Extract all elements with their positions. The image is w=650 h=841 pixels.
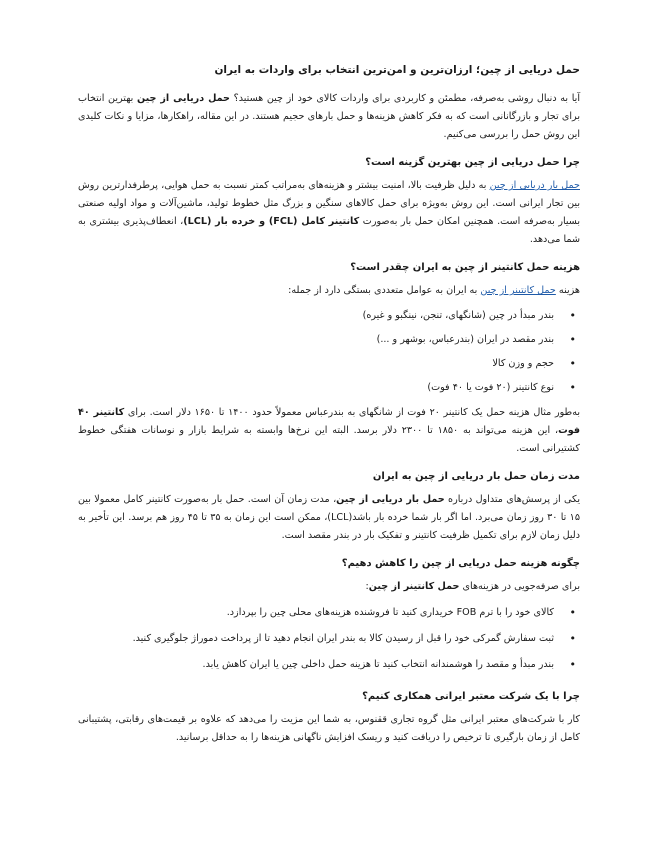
reduce-cost-tips-list <box>78 600 580 678</box>
why-sea-text-2: ، انعطاف‌پذیری بیشتری به شما می‌دهد. <box>78 216 580 245</box>
list-item: • بندر مبدأ در چین (شانگهای، تنجن، نینگبو و غیره) <box>78 304 554 328</box>
fcl-lcl-bold: کانتینر کامل (FCL) و خرده بار (LCL) <box>183 216 360 227</box>
cost-example-text-2: ، این هزینه می‌تواند به ۱۸۵۰ تا ۲۳۰۰ دلار برسد. البته این نرخ‌ها وابسته به شرایط بازار و نوسانات هفتگی خطوط کشتیرانی است. <box>78 425 580 454</box>
intro-text-2: بهترین انتخاب برای تجار و بازرگانانی است که به فکر کاهش هزینه‌ها و حمل بارهای حجیم هستند. در این مقاله، راهکارها، مزایا و نکات کلیدی این روش حمل را بررسی می‌کنیم. <box>78 93 580 140</box>
duration-text-1: یکی از پرسش‌های متداول درباره <box>444 494 581 505</box>
container-shipping-link[interactable]: حمل کانتینر از چین <box>480 285 556 296</box>
article <box>78 64 580 747</box>
sea-freight-link[interactable]: حمل بار دریایی از چین <box>489 180 580 191</box>
list-item: • بندر مقصد در ایران (بندرعباس، بوشهر و ...) <box>78 328 554 352</box>
why-sea-paragraph <box>78 177 580 249</box>
section-heading-why-partner: چرا با یک شرکت معتبر ایرانی همکاری کنیم؟ <box>362 691 580 702</box>
list-item: • حجم و وزن کالا <box>78 352 554 376</box>
cost-factors-list <box>78 304 580 400</box>
section-heading-cost: هزینه حمل کانتینر از چین به ایران چقدر است؟ <box>350 262 580 273</box>
why-sea-text-1: به دلیل ظرفیت بالا، امنیت بیشتر و هزینه‌های به‌مراتب کمتر نسبت به حمل هوایی، پرطرفدارترین روش بین تجار ایرانی است. این روش به‌ویژه برای حمل کالاهای سنگین و بزرگ مثل خطوط تولید، ماشین‌آلات و مواد اولیه صنعتی بسیار به‌صرفه است. همچنین امکان حمل بار به‌صورت <box>78 180 581 227</box>
reduce-cost-bold-keyword: حمل کانتینر از چین <box>368 581 460 592</box>
duration-bold-keyword: حمل بار دریایی از چین <box>336 494 445 505</box>
cost-text-1: هزینه <box>555 285 580 296</box>
container-40ft-bold: کانتینر ۴۰ فوت <box>78 407 580 436</box>
cost-text-2: به ایران به عوامل متعددی بستگی دارد از جمله: <box>288 285 481 296</box>
reduce-cost-text-1: برای صرفه‌جویی در هزینه‌های <box>459 581 580 592</box>
intro-text-1: آیا به دنبال روشی به‌صرفه، مطمئن و کاربردی برای واردات کالای خود از چین هستید؟ <box>229 93 581 104</box>
section-heading-why-sea: چرا حمل دریایی از چین بهترین گزینه است؟ <box>365 157 580 168</box>
cost-example-paragraph <box>78 404 580 458</box>
list-item: • ثبت سفارش گمرکی خود را قبل از رسیدن کالا به بندر ایران انجام دهید تا از پرداخت دموراژ جلوگیری کنید. <box>78 626 554 652</box>
reduce-cost-text-2: : <box>365 581 369 592</box>
section-heading-duration: مدت زمان حمل بار دریایی از چین به ایران <box>372 471 580 482</box>
why-partner-paragraph: کار با شرکت‌های معتبر ایرانی مثل گروه تجاری ققنوس، به شما این مزیت را می‌دهد که علاوه بر قیمت‌های رقابتی، پشتیبانی کامل از زمان بارگیری تا ترخیص را دریافت کنید و ریسک افزایش ناگهانی هزینه‌ها را به حداقل برسانید. <box>78 714 580 743</box>
list-item: • بندر مبدأ و مقصد را هوشمندانه انتخاب کنید تا هزینه حمل داخلی چین یا ایران کاهش یابد. <box>78 652 554 678</box>
cost-example-text-1: به‌طور مثال هزینه حمل یک کانتینر ۲۰ فوت از شانگهای به بندرعباس معمولاً حدود ۱۴۰۰ تا ۱۶۵۰ دلار است. برای <box>124 407 581 418</box>
duration-paragraph <box>78 491 580 545</box>
article-title: حمل دریایی از چین؛ ارزان‌ترین و امن‌ترین انتخاب برای واردات به ایران <box>214 64 580 76</box>
list-item: • کالای خود را با ترم FOB خریداری کنید تا فروشنده هزینه‌های محلی چین را بپردازد. <box>78 600 554 626</box>
intro-paragraph <box>78 90 580 144</box>
duration-text-2: ، مدت زمان آن است. حمل بار به‌صورت کانتینر کامل معمولا بین ۱۵ تا ۳۰ روز زمان می‌برد. اما اگر بار شما خرده بار باشد(LCL)، ممکن است این زمان به ۳۵ تا ۴۵ روز هم برسد. این تأخیر به دلیل زمان لازم برای تکمیل ظرفیت کانتینر و تفکیک بار در بندر مقصد است. <box>78 494 580 541</box>
cost-intro-paragraph <box>78 282 580 300</box>
section-heading-reduce-cost: چگونه هزینه حمل دریایی از چین را کاهش دهیم؟ <box>341 558 580 569</box>
reduce-cost-intro <box>78 578 580 596</box>
intro-bold-keyword: حمل دریایی از چین <box>136 93 230 104</box>
list-item: • نوع کانتینر (۲۰ فوت یا ۴۰ فوت) <box>78 376 554 400</box>
